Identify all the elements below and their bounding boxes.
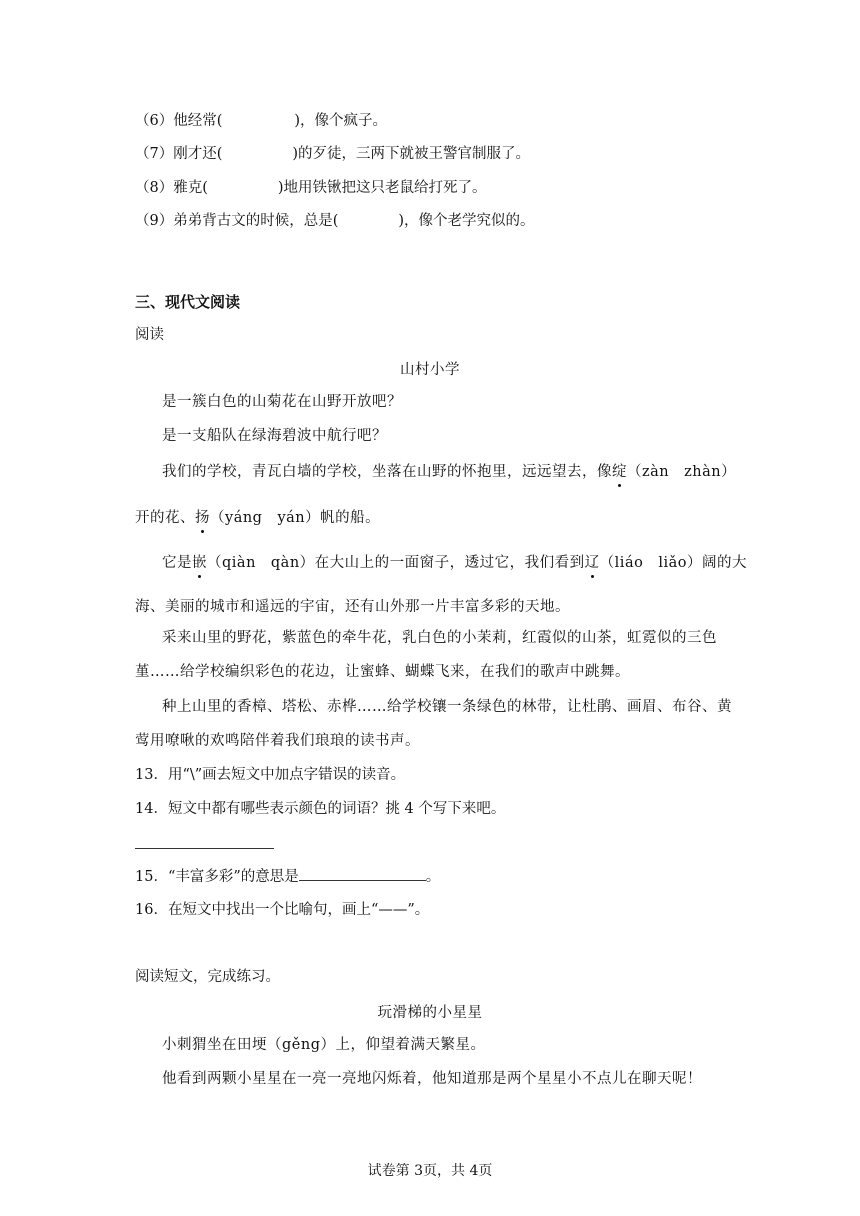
page-footer: 试卷第 3页，共 4页 xyxy=(367,1163,493,1179)
passage2-intro: 阅读短文，完成练习。 xyxy=(135,969,280,985)
dotted-char: 绽 xyxy=(612,464,627,480)
dotted-char: 辽 xyxy=(584,555,600,571)
text: 它是 xyxy=(162,555,192,571)
item-text: （9）弟弟背古文的时候，总是( xyxy=(135,213,339,229)
passage2-paragraph: 他看到两颗小星星在一亮一亮地闪烁着，他知道那是两个星星小不点儿在聊天呢！ xyxy=(162,1071,702,1087)
passage2-paragraph: 小刺猬坐在田埂（gěng）上，仰望着满天繁星。 xyxy=(162,1037,486,1053)
item-text: （6）他经常( xyxy=(135,113,223,129)
text: 15．“丰富多彩”的意思是 xyxy=(135,869,299,885)
question-15 xyxy=(135,866,440,887)
fill-blank-item-6 xyxy=(135,111,387,131)
text: 。 xyxy=(425,869,441,885)
passage-paragraph: 采来山里的野花，紫蓝色的牵牛花，乳白色的小茉莉，红霞似的山茶，虹霓似的三色 xyxy=(162,630,717,646)
dotted-char: 嵌 xyxy=(192,555,207,571)
passage-paragraph-cont: 堇……给学校编织彩色的花边，让蜜蜂、蝴蝶飞来，在我们的歌声中跳舞。 xyxy=(135,664,630,680)
passage-paragraph xyxy=(162,462,736,482)
item-text: （8）雅克( xyxy=(135,180,208,196)
passage-paragraph: 是一簇白色的山菊花在山野开放吧？ xyxy=(162,394,402,410)
answer-line[interactable] xyxy=(135,848,274,849)
text: （qiàn qàn）在大山上的一面窗子，透过它，我们看到 xyxy=(207,555,585,571)
item-text: )，像个老学究似的。 xyxy=(398,213,535,229)
question-13: 13．用“\”画去短文中加点字错误的读音。 xyxy=(135,767,406,783)
passage-paragraph-cont: 莺用嘹啾的欢鸣陪伴着我们琅琅的读书声。 xyxy=(135,733,420,749)
text: （zàn zhàn） xyxy=(627,464,737,480)
text: 我们的学校，青瓦白墙的学校，坐落在山野的怀抱里，远远望去，像 xyxy=(162,464,612,480)
passage-paragraph-cont xyxy=(135,508,380,528)
section-heading: 三、现代文阅读 xyxy=(135,293,241,311)
passage-title: 山村小学 xyxy=(400,362,460,378)
passage-paragraph: 是一支船队在绿海碧波中航行吧？ xyxy=(162,428,387,444)
text: 开的花、 xyxy=(135,510,195,526)
fill-blank-item-9 xyxy=(135,211,535,231)
item-text: )，像个疯子。 xyxy=(294,113,388,129)
item-text: )地用铁锹把这只老鼠给打死了。 xyxy=(277,180,487,196)
dotted-char: 扬 xyxy=(195,510,210,526)
item-text: （7）刚才还( xyxy=(135,146,223,162)
item-text: )的歹徒，三两下就被王警官制服了。 xyxy=(292,146,531,162)
passage-paragraph xyxy=(162,553,747,573)
section-intro: 阅读 xyxy=(135,327,164,343)
passage-paragraph: 种上山里的香樟、塔松、赤桦……给学校镶一条绿色的林带，让杜鹃、画眉、布谷、黄 xyxy=(162,699,732,715)
answer-blank[interactable] xyxy=(299,866,426,881)
passage-paragraph-cont: 海、美丽的城市和遥远的宇宙，还有山外那一片丰富多彩的天地。 xyxy=(135,599,570,615)
text: （liáo liǎo）阔的大 xyxy=(599,555,747,571)
question-14: 14．短文中都有哪些表示颜色的词语？挑 4 个写下来吧。 xyxy=(135,801,506,817)
fill-blank-item-8 xyxy=(135,178,487,198)
fill-blank-item-7 xyxy=(135,144,530,164)
question-16: 16．在短文中找出一个比喻句，画上“——”。 xyxy=(135,902,430,918)
text: （yáng yán）帆的船。 xyxy=(210,510,381,526)
passage2-title: 玩滑梯的小星星 xyxy=(377,1005,483,1021)
